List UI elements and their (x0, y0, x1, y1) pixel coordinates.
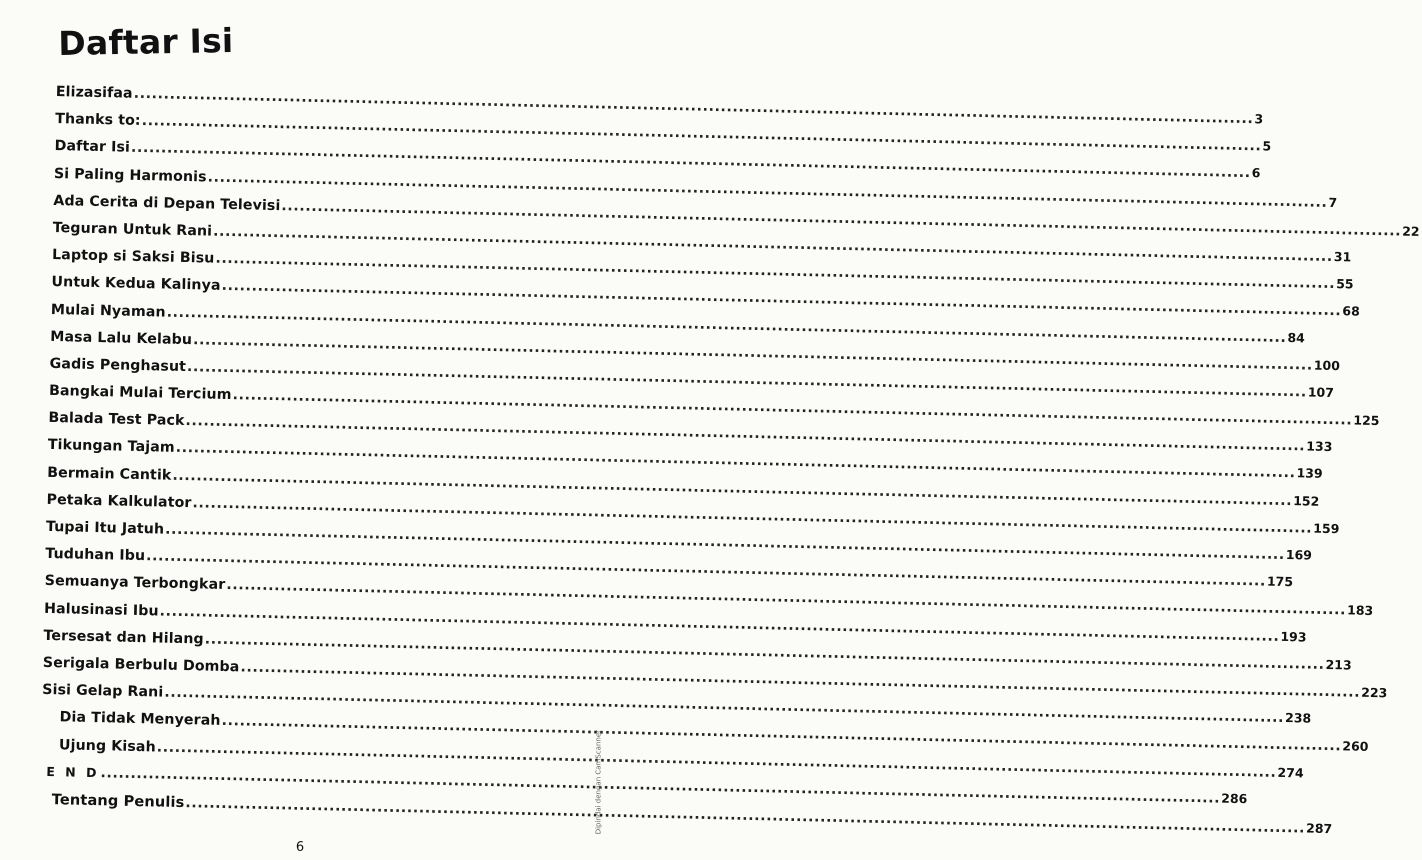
toc-entry-page: 287 (1305, 820, 1333, 837)
toc-entry-page: 125 (1353, 412, 1380, 429)
toc-entry-label: Bermain Cantik (47, 464, 172, 484)
toc-entry-page: 286 (1221, 790, 1248, 806)
toc-entry-label: Balada Test Pack (48, 410, 185, 430)
toc-entry-label: Semuanya Terbongkar (44, 573, 226, 594)
toc-entry-label: Dia Tidak Menyerah (59, 709, 221, 730)
toc-entry-page: 6 (1251, 165, 1261, 181)
toc-entry-page: 223 (1361, 684, 1388, 701)
toc-entry-label: Mulai Nyaman (50, 301, 166, 321)
toc-entry-page: 213 (1325, 656, 1352, 673)
toc-entry-page: 152 (1293, 492, 1320, 509)
toc-entry-label: Tupai Itu Jatuh (45, 518, 165, 538)
page-title: Daftar Isi (58, 20, 234, 63)
scanner-watermark: Dipindai dengan CamScanner (594, 730, 602, 835)
toc-entry-page: 175 (1266, 573, 1294, 590)
toc-entry-page: 22 (1402, 223, 1420, 239)
toc-entry-label: Bangkai Mulai Tercium (48, 382, 232, 404)
toc-entry-page: 260 (1342, 738, 1369, 755)
toc-entry-label: Daftar Isi (54, 138, 131, 157)
toc-entry-page: 84 (1287, 329, 1306, 345)
toc-entry-page: 183 (1346, 602, 1374, 619)
toc-entry-page: 193 (1280, 628, 1307, 645)
toc-entry-label: Untuk Kedua Kalinya (51, 274, 221, 295)
toc-entry-page: 139 (1296, 465, 1323, 482)
toc-entry-page: 274 (1277, 764, 1304, 780)
page-number: 6 (295, 840, 305, 855)
toc-entry-label: Gadis Penghasut (49, 355, 187, 375)
toc-entry-label: Teguran Untuk Rani (52, 219, 213, 240)
toc-entry-label: Si Paling Harmonis (53, 165, 207, 186)
toc-entry-page: 133 (1306, 438, 1333, 455)
toc-entry-label: Tikungan Tajam (47, 437, 175, 457)
toc-entry-label: Thanks to: (55, 111, 141, 130)
toc-entry-label: Laptop si Saksi Bisu (51, 247, 215, 267)
toc-entry-page: 3 (1254, 111, 1264, 127)
toc-entry-label: Petaka Kalkulator (46, 491, 192, 511)
toc-entry-page: 7 (1328, 194, 1338, 210)
toc-entry-label: Tentang Penulis (51, 790, 185, 811)
toc-entry-label: Ada Cerita di Depan Televisi (53, 192, 281, 214)
toc-entry-page: 100 (1313, 357, 1341, 373)
toc-entry-label: Sisi Gelap Rani (42, 681, 164, 701)
toc-entry-page: 31 (1333, 248, 1352, 265)
toc-entry-label: Masa Lalu Kelabu (50, 328, 193, 348)
toc-entry-page: 107 (1307, 384, 1335, 400)
toc-entry-label: Halusinasi Ibu (43, 600, 159, 620)
toc-entry-page: 5 (1262, 138, 1272, 154)
toc-entry-label: Elizasifaa (55, 84, 133, 102)
toc-entry-label: Ujung Kisah (58, 736, 156, 755)
toc-entry-label: E N D (46, 763, 100, 780)
toc-entry-page: 159 (1313, 520, 1340, 537)
toc-entry-page: 68 (1342, 303, 1360, 319)
toc-entry-label: Tuduhan Ibu (45, 546, 146, 565)
toc-entry-label: Serigala Berbulu Domba (42, 654, 240, 676)
toc-entry-page: 169 (1285, 547, 1313, 563)
toc-entry-page: 238 (1284, 710, 1312, 726)
toc-entry-page: 55 (1336, 276, 1354, 292)
toc-entry-label: Tersesat dan Hilang (43, 627, 204, 648)
